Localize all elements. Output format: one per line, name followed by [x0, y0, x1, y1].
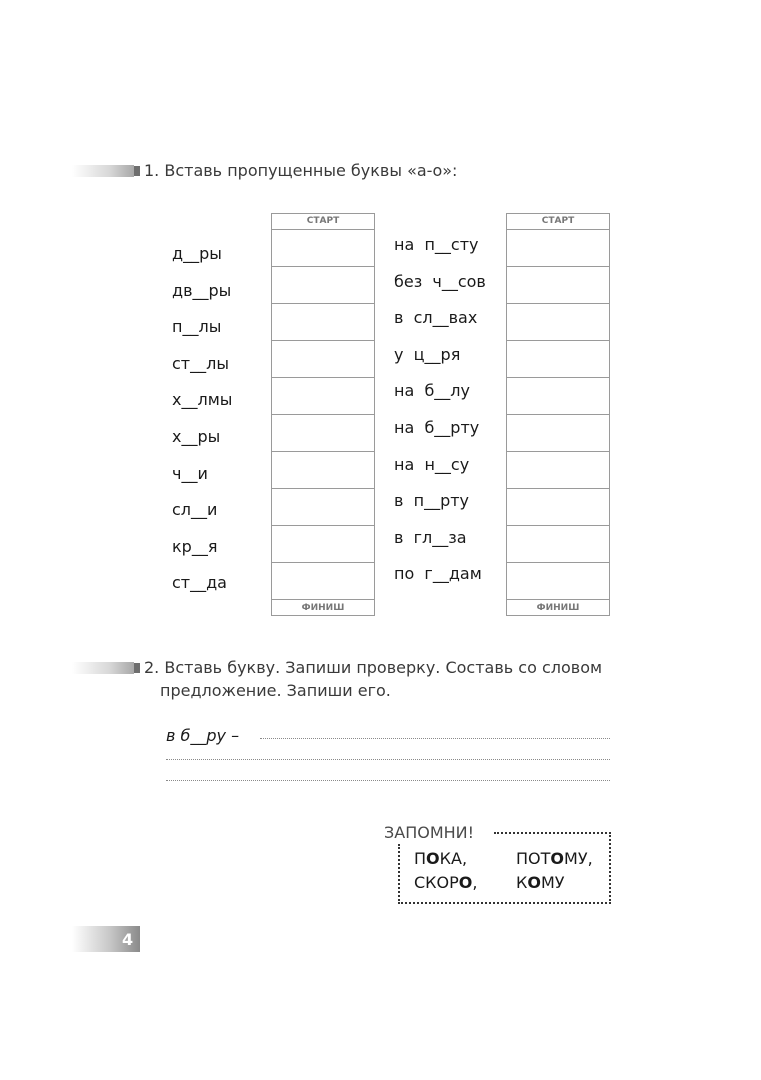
remember-word-part: П [414, 849, 427, 868]
right-word-item: на б__лу [394, 381, 470, 401]
task1-header-bar-end [134, 166, 140, 176]
remember-word-stressed: О [458, 873, 473, 892]
right-word-item: у ц__ря [394, 344, 461, 364]
left-word-item: дв__ры [172, 280, 232, 300]
task1-title: 1. Вставь пропущенные буквы «а-о»: [144, 161, 458, 180]
remember-word-komu [516, 873, 565, 892]
remember-word-part: , [472, 873, 478, 892]
right-word-item: на п__сту [394, 235, 479, 254]
right-grid-cell[interactable] [507, 378, 609, 415]
left-word-item: кр__я [172, 536, 218, 556]
left-word-item: ст__лы [172, 353, 229, 373]
task1-header-bar [72, 165, 134, 177]
right-grid-cell[interactable] [507, 563, 609, 600]
task2-header-bar-end [134, 663, 140, 673]
task2-example: в б__ру – [166, 726, 240, 745]
left-grid-cell[interactable] [272, 304, 374, 341]
left-grid-cell[interactable] [272, 452, 374, 489]
right-grid-cell[interactable] [507, 230, 609, 267]
left-grid-start-label: СТАРТ [272, 214, 374, 230]
remember-word-part: МУ [540, 873, 565, 892]
left-word-item: д__ры [172, 244, 222, 263]
left-answer-grid [271, 213, 375, 616]
left-grid-cell[interactable] [272, 526, 374, 563]
remember-box-left [398, 844, 400, 904]
right-grid-cell[interactable] [507, 415, 609, 452]
right-grid-cell[interactable] [507, 452, 609, 489]
remember-word-part: ПОТ [516, 849, 551, 868]
right-word-item: по г__дам [394, 564, 482, 584]
right-grid-cell[interactable] [507, 304, 609, 341]
remember-word-skoro [414, 873, 477, 892]
task2-title-line2: предложение. Запиши его. [160, 681, 391, 700]
task2-header-bar [72, 662, 134, 674]
right-answer-grid [506, 213, 610, 616]
left-grid-cell[interactable] [272, 489, 374, 526]
remember-word-stressed: О [527, 873, 541, 892]
remember-word-stressed: О [550, 849, 565, 868]
remember-box-top [494, 832, 611, 834]
remember-word-potomu [516, 849, 593, 868]
right-word-item: в сл__вах [394, 308, 478, 328]
remember-title: ЗАПОМНИ! [384, 823, 475, 842]
right-grid-finish-label: ФИНИШ [536, 603, 580, 613]
remember-word-part: К [516, 873, 528, 892]
right-word-item: на б__рту [394, 418, 480, 437]
remember-word-part: СКОР [414, 873, 459, 892]
remember-word-poka [414, 849, 467, 868]
left-word-item: ст__да [172, 573, 227, 593]
right-grid-cell[interactable] [507, 341, 609, 378]
left-word-item: п__лы [172, 317, 222, 337]
task2-title-line1: 2. Вставь букву. Запиши проверку. Составь со словом [144, 658, 603, 677]
right-word-item: без ч__сов [394, 271, 486, 291]
right-grid-start-label: СТАРТ [507, 214, 609, 230]
left-grid-cell[interactable] [272, 230, 374, 267]
page-number: 4 [122, 930, 134, 949]
left-grid-cell[interactable] [272, 267, 374, 304]
right-word-item: в гл__за [394, 527, 467, 547]
left-grid-cell[interactable] [272, 563, 374, 600]
left-word-item: х__лмы [172, 390, 233, 410]
answer-line[interactable] [166, 759, 610, 760]
right-grid-cell[interactable] [507, 489, 609, 526]
answer-line[interactable] [260, 738, 610, 739]
left-grid-cell[interactable] [272, 341, 374, 378]
right-grid-cell[interactable] [507, 267, 609, 304]
left-grid-cell[interactable] [272, 378, 374, 415]
left-word-item: ч__и [172, 463, 208, 483]
remember-box [398, 832, 611, 904]
right-word-item: в п__рту [394, 491, 470, 511]
right-word-item: на н__су [394, 454, 470, 474]
left-grid-cell[interactable] [272, 415, 374, 452]
left-word-item: х__ры [172, 427, 221, 446]
right-grid-cell[interactable] [507, 526, 609, 563]
remember-word-part: КА, [439, 849, 468, 868]
left-word-item: сл__и [172, 500, 218, 520]
remember-word-stressed: О [426, 849, 440, 868]
left-grid-finish-label: ФИНИШ [301, 603, 345, 613]
remember-word-part: МУ, [564, 849, 593, 868]
answer-line[interactable] [166, 780, 610, 781]
